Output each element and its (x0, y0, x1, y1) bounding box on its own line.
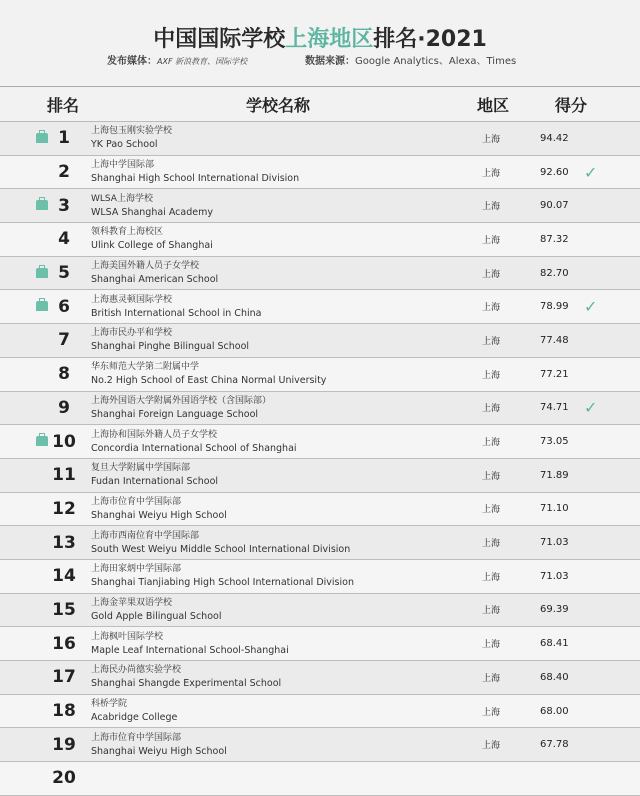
rank: 6 (58, 296, 70, 317)
region: 上海 (482, 202, 501, 213)
table-row (0, 122, 640, 156)
school-name-cn: 科桥学院 (91, 699, 128, 710)
rank: 10 (52, 431, 76, 452)
page-title (0, 22, 640, 53)
region: 上海 (482, 370, 501, 381)
table-row (0, 189, 640, 223)
rank: 7 (58, 330, 70, 351)
school-name (91, 698, 177, 724)
table-row (0, 392, 640, 426)
school-name-cn: 华东师范大学第二附属中学 (91, 362, 200, 373)
school-name (91, 631, 289, 657)
school-name (91, 159, 299, 185)
publisher-info (107, 52, 247, 67)
region: 上海 (482, 673, 501, 684)
school-icon (36, 268, 48, 278)
table-row (0, 358, 640, 392)
school-name-cn: 上海美国外籍人员子女学校 (91, 261, 200, 272)
school-name (91, 530, 350, 556)
rank: 17 (52, 667, 76, 688)
region: 上海 (482, 539, 501, 550)
region: 上海 (482, 606, 501, 617)
region: 上海 (482, 168, 501, 179)
rank: 11 (52, 465, 76, 486)
school-name-en: No.2 High School of East China Normal University (91, 375, 327, 387)
school-name-en: South West Weiyu Middle School International Division (91, 543, 351, 555)
school-name-en: Shanghai American School (91, 274, 219, 286)
school-name (91, 732, 227, 758)
score: 77.21 (540, 368, 569, 380)
school-name (91, 327, 249, 353)
column-school: 学校名称 (246, 95, 311, 115)
score: 71.10 (540, 503, 569, 515)
school-name-cn: 上海包玉刚实验学校 (91, 126, 173, 137)
school-icon (36, 301, 48, 311)
table-row (0, 425, 640, 459)
table-row (0, 459, 640, 493)
rank: 13 (52, 532, 76, 553)
school-name-en: Shanghai Weiyu High School (91, 509, 227, 521)
region: 上海 (482, 404, 501, 415)
title-part2: 排名·2021 (373, 27, 487, 52)
source-info (305, 52, 516, 67)
school-icon (36, 436, 48, 446)
school-name-en: British International School in China (91, 307, 262, 319)
school-name-cn: 上海金苹果双语学校 (91, 597, 173, 608)
column-region: 地区 (477, 95, 510, 115)
region: 上海 (482, 741, 501, 752)
region: 上海 (482, 471, 501, 482)
ranking-table (0, 122, 640, 796)
school-name-en: YK Pao School (91, 139, 158, 151)
check-icon: ✓ (584, 162, 598, 182)
school-name (91, 260, 218, 286)
school-name (91, 193, 213, 219)
school-name (91, 395, 271, 421)
score: 87.32 (540, 233, 569, 245)
rank: 2 (58, 162, 70, 183)
table-row (0, 290, 640, 324)
school-name-en: Shanghai Pinghe Bilingual School (91, 341, 250, 353)
region: 上海 (482, 235, 501, 246)
school-name (91, 294, 261, 320)
table-row (0, 526, 640, 560)
region: 上海 (482, 303, 501, 314)
score: 71.03 (540, 570, 569, 582)
region: 上海 (482, 336, 501, 347)
school-name (91, 462, 218, 488)
region: 上海 (482, 505, 501, 516)
school-name (91, 226, 213, 252)
table-row (0, 728, 640, 762)
source-label: 数据来源： (305, 56, 355, 67)
rank: 1 (58, 128, 70, 149)
school-name-cn: 上海中学国际部 (91, 160, 155, 171)
school-name (91, 664, 281, 690)
school-name-cn: WLSA上海学校 (91, 193, 153, 204)
school-name-en: Gold Apple Bilingual School (91, 610, 222, 622)
rank: 9 (58, 397, 70, 418)
school-name (91, 597, 221, 623)
region: 上海 (482, 134, 501, 145)
school-name-cn: 上海枫叶国际学校 (91, 631, 164, 642)
score: 78.99 (540, 301, 569, 313)
score: 68.41 (540, 638, 569, 650)
region: 上海 (482, 707, 501, 718)
score: 82.70 (540, 267, 569, 279)
rank: 19 (52, 734, 76, 755)
school-icon (36, 200, 48, 210)
column-header (0, 87, 640, 122)
school-name-en: Fudan International School (91, 476, 219, 488)
school-name-cn: 上海惠灵顿国际学校 (91, 294, 173, 305)
table-row (0, 324, 640, 358)
rank: 16 (52, 633, 76, 654)
rank: 14 (52, 566, 76, 587)
school-name-cn: 上海市位育中学国际部 (91, 496, 182, 507)
school-name-en: Shanghai Tianjiabing High School International Division (91, 577, 354, 589)
school-name-cn: 领科教育上海校区 (91, 227, 164, 238)
school-name-cn: 上海市位育中学国际部 (91, 732, 182, 743)
school-name-cn: 上海市民办平和学校 (91, 328, 173, 339)
table-row (0, 257, 640, 291)
rank: 3 (58, 195, 70, 216)
table-row (0, 594, 640, 628)
table-row (0, 627, 640, 661)
title-highlight: 上海地区 (285, 27, 374, 52)
publisher-label: 发布媒体： (107, 56, 157, 67)
school-name-cn: 上海民办尚德实验学校 (91, 665, 182, 676)
score: 74.71 (540, 402, 569, 414)
region: 上海 (482, 640, 501, 651)
check-icon: ✓ (584, 297, 598, 317)
school-name-en: Shanghai High School International Division (91, 173, 300, 185)
score: 73.05 (540, 436, 569, 448)
school-name (91, 496, 227, 522)
table-row (0, 661, 640, 695)
school-name-cn: 上海田家炳中学国际部 (91, 564, 182, 575)
rank: 4 (58, 229, 70, 250)
check-icon: ✓ (584, 398, 598, 418)
table-row (0, 156, 640, 190)
score: 92.60 (540, 166, 569, 178)
school-name-cn: 复旦大学附属中学国际部 (91, 463, 191, 474)
school-name-cn: 上海外国语大学附属外国语学校（含国际部） (91, 395, 272, 406)
column-rank: 排名 (47, 95, 80, 115)
score: 71.03 (540, 537, 569, 549)
score: 77.48 (540, 334, 569, 346)
region: 上海 (482, 572, 501, 583)
score: 68.40 (540, 671, 569, 683)
school-name-en: Ulink College of Shanghai (91, 240, 213, 252)
school-name-en: Maple Leaf International School-Shanghai (91, 644, 289, 656)
score: 94.42 (540, 132, 569, 144)
rank: 12 (52, 498, 76, 519)
score: 67.78 (540, 739, 569, 751)
school-name-en: Concordia International School of Shanghai (91, 442, 297, 454)
school-name-en: WLSA Shanghai Academy (91, 206, 213, 218)
school-name-cn: 上海市西南位育中学国际部 (91, 530, 200, 541)
school-name-en: Shanghai Weiyu High School (91, 745, 227, 757)
table-row (0, 493, 640, 527)
school-name (91, 361, 326, 387)
rank: 15 (52, 599, 76, 620)
school-name (91, 563, 354, 589)
source-value: Google Analytics、Alexa、Times (355, 56, 517, 67)
table-row (0, 223, 640, 257)
publisher-value: AXF 新浪教育、国际学校 (157, 57, 248, 66)
school-icon (36, 133, 48, 143)
region: 上海 (482, 438, 501, 449)
rank: 8 (58, 364, 70, 385)
table-row (0, 560, 640, 594)
score: 90.07 (540, 200, 569, 212)
school-name-cn: 上海协和国际外籍人员子女学校 (91, 429, 218, 440)
school-name (91, 429, 297, 455)
column-score: 得分 (555, 95, 588, 115)
table-row (0, 695, 640, 729)
page-header (0, 0, 640, 87)
school-name-en: Shanghai Foreign Language School (91, 408, 259, 420)
rank: 18 (52, 701, 76, 722)
school-name-en: Shanghai Shangde Experimental School (91, 678, 282, 690)
score: 71.89 (540, 469, 569, 481)
title-part1: 中国国际学校 (153, 27, 286, 52)
rank: 20 (52, 768, 76, 789)
school-name-en: Acabridge College (91, 712, 178, 724)
rank: 5 (58, 263, 70, 284)
score: 69.39 (540, 604, 569, 616)
school-name (91, 125, 172, 151)
score: 68.00 (540, 705, 569, 717)
region: 上海 (482, 269, 501, 280)
table-row (0, 762, 640, 796)
